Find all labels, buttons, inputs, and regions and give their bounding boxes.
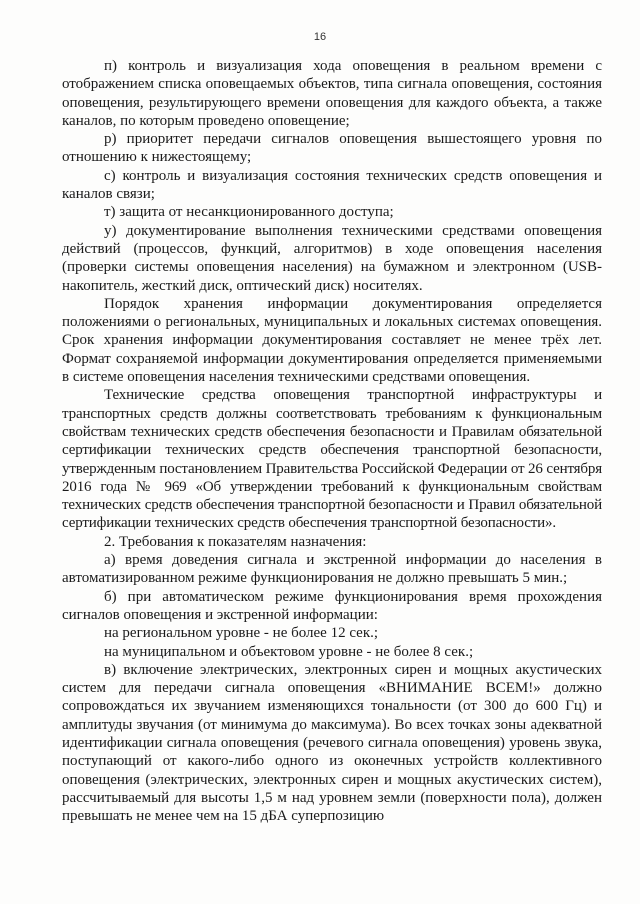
paragraph-storage-order: Порядок хранения информации документирования определяется положениями о региональных, муниципальных и локальных системах оповещения. Срок хранения информации документирования составляет не менее трёх лет. Формат сохраняемой информации документирования определяется применяемыми в системе оповещения населения техническими средствами оповещения. xyxy=(62,295,602,386)
list-item-v: в) включение электрических, электронных сирен и мощных акустических систем для передачи сигнала оповещения «ВНИМАНИЕ ВСЕМ!» должно сопровождаться их звучанием изменяющихся тональности (от 300 до 600 Гц) и амплитуды звучания (от минимума до максимума). Во всех точках зоны адекватной идентификации сигнала оповещения (речевого сигнала оповещения) уровень звука, поступающий от какого-либо одного из оконечных устройств коллективного оповещения (электрических, электронных сирен и мощных акустических систем), рассчитываемый для высоты 1,5 м над уровнем земли (поверхности пола), должен превышать не менее чем на 15 дБА суперпозицию xyxy=(62,661,602,825)
list-item-b: б) при автоматическом режиме функционирования время прохождения сигналов оповещения и экстренной информации: xyxy=(62,588,602,623)
page-number: 16 xyxy=(313,31,327,43)
document-body xyxy=(62,57,602,825)
list-item-s: с) контроль и визуализация состояния технических средств оповещения и каналов связи; xyxy=(62,167,602,203)
list-item-u: у) документирование выполнения техническими средствами оповещения действий (процессов, функций, алгоритмов) в ходе оповещения населения (проверки системы оповещения населения) на бумажном и электронном (USB-накопитель, жесткий диск, оптический диск) носителях. xyxy=(62,222,602,294)
list-subitem-municipal: на муниципальном и объектовом уровне - не более 8 сек.; xyxy=(104,643,474,660)
paragraph-transport-means: Технические средства оповещения транспортной инфраструктуры и транспортных средств должны соответствовать требованиям к функциональным свойствам технических средств обеспечения безопасности и Правилам обязательной сертификации технических средств обеспечения транспортной безопасности, утвержденным постановлением Правительства Российской Федерации от 26 сентября 2016 года № 969 «Об утверждении требований к функциональным свойствам технических средств обеспечения транспортной безопасности и Правил обязательной сертификации технических средств обеспечения транспортной безопасности». xyxy=(62,387,602,532)
list-item-a: а) время доведения сигнала и экстренной информации до населения в автоматизированном режиме функционирования не должно превышать 5 мин.; xyxy=(62,552,602,587)
list-item-r: р) приоритет передачи сигналов оповещения вышестоящего уровня по отношению к нижестоящему; xyxy=(62,131,602,166)
list-subitem-regional: на региональном уровне - не более 12 сек.; xyxy=(104,625,379,642)
list-item-p: п) контроль и визуализация хода оповещения в реальном времени с отображением списка оповещаемых объектов, типа сигнала оповещения, состояния оповещения, результирующего времени оповещения для каждого объекта, а также каналов, по которым проведено оповещение; xyxy=(62,58,602,129)
list-item-t: т) защита от несанкционированного доступа; xyxy=(104,204,394,221)
section-heading-2: 2. Требования к показателям назначения: xyxy=(104,533,367,550)
